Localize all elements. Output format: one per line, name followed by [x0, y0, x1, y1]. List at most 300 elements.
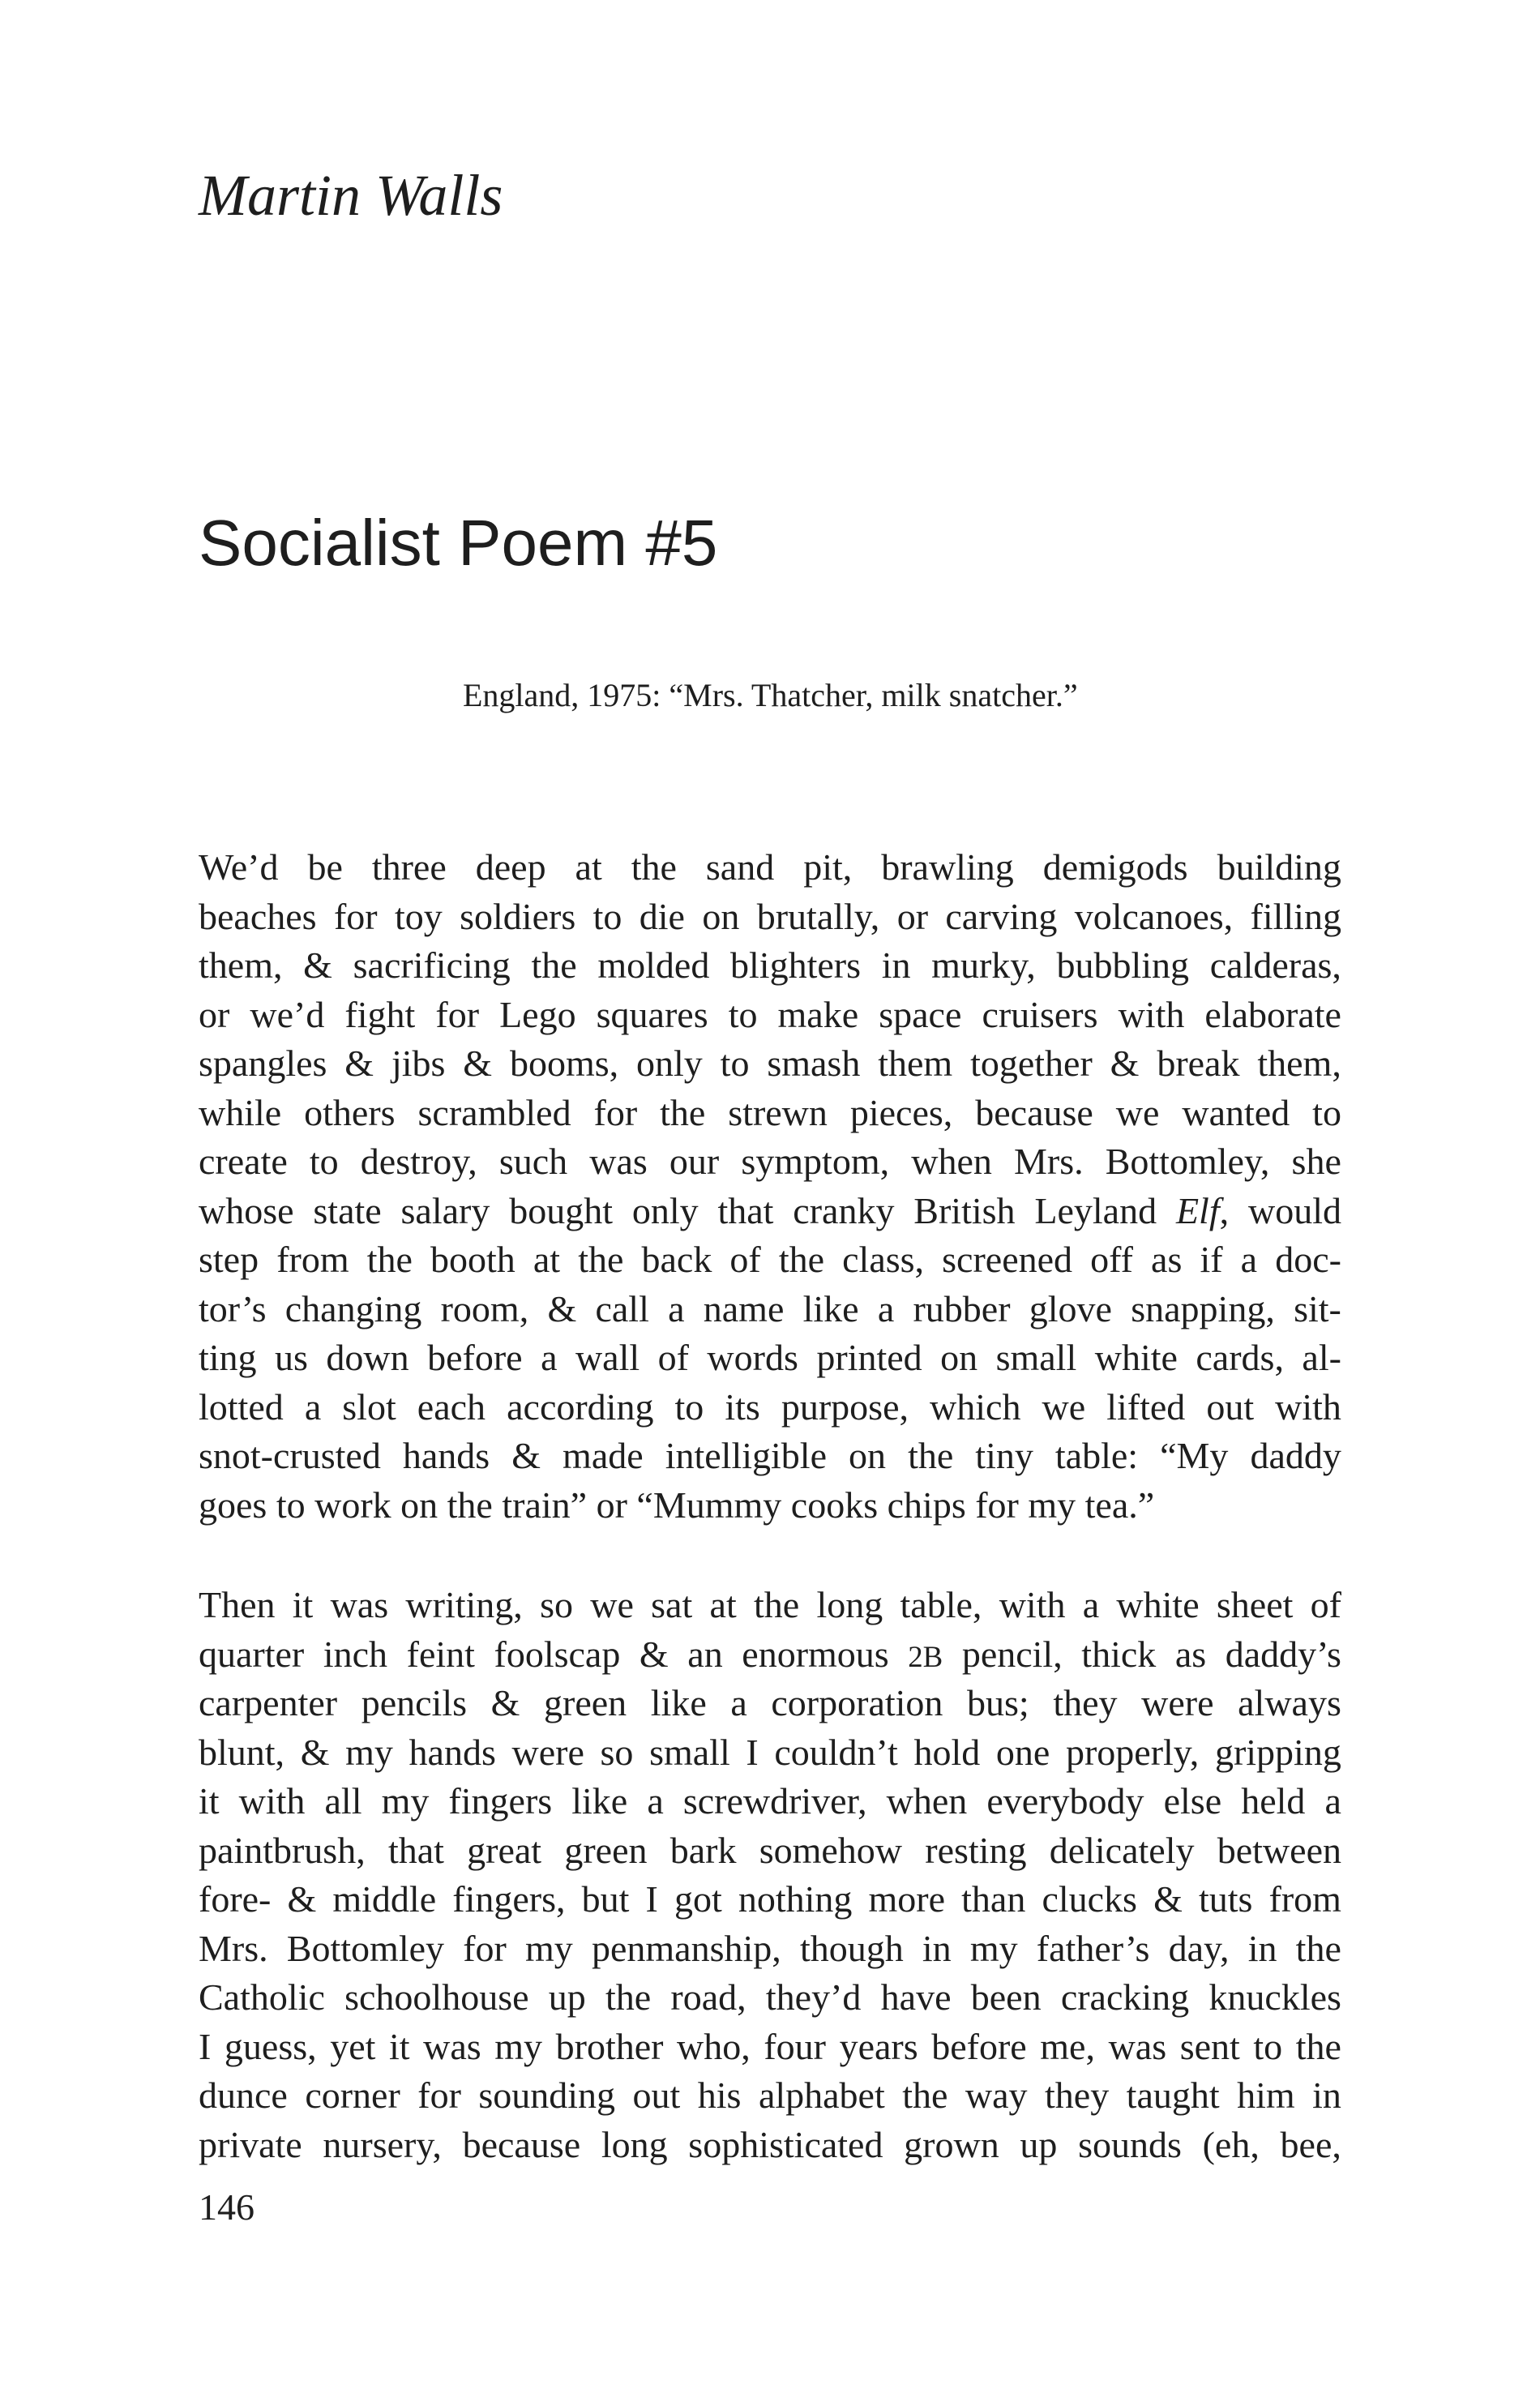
word: Catholic: [199, 1976, 325, 2018]
word: printed: [816, 1337, 922, 1378]
word: &: [300, 1731, 330, 1773]
word: to: [720, 1043, 750, 1084]
word: road,: [670, 1976, 746, 2018]
word: tea.”: [1084, 1483, 1155, 1526]
word: the: [902, 2074, 948, 2116]
word: &: [287, 1878, 317, 1920]
word: held: [1241, 1780, 1306, 1822]
word: tor’s: [199, 1287, 267, 1329]
word: according: [507, 1385, 654, 1428]
word: filling: [1250, 895, 1341, 937]
word: space: [879, 993, 962, 1035]
word: paintbrush,: [199, 1829, 366, 1871]
word: dunce: [199, 2074, 288, 2116]
text-line: [199, 1826, 1341, 1876]
word: a: [647, 1780, 664, 1822]
word: ting: [199, 1337, 257, 1378]
word: like: [650, 1682, 707, 1723]
word: pieces,: [849, 1091, 953, 1133]
word: was: [589, 1141, 648, 1182]
word: white: [1116, 1584, 1200, 1625]
word: the: [531, 944, 577, 986]
word: quarter: [199, 1633, 305, 1675]
word: hands: [409, 1731, 496, 1773]
word: before: [427, 1337, 523, 1378]
word: which: [930, 1385, 1021, 1428]
word: break: [1157, 1043, 1240, 1084]
word: al-: [1302, 1337, 1341, 1378]
word: call: [595, 1287, 649, 1329]
word: I: [199, 2025, 212, 2067]
word: in: [881, 944, 911, 986]
word: Bottomley: [286, 1927, 445, 1969]
text-line: [199, 1235, 1341, 1285]
word: made: [563, 1435, 644, 1476]
word: whose: [199, 1189, 294, 1231]
word: one: [995, 1731, 1050, 1773]
word: daddy’s: [1225, 1633, 1341, 1675]
word: lifted: [1106, 1385, 1186, 1428]
word: brutally,: [756, 895, 880, 937]
word: the: [908, 1435, 954, 1476]
word: a: [668, 1287, 685, 1329]
text-line: [199, 1432, 1341, 1481]
word: my: [345, 1731, 393, 1773]
word: scrambled: [417, 1091, 571, 1133]
word: Mrs.: [1013, 1141, 1084, 1182]
word: because: [462, 2123, 581, 2165]
word: it: [389, 2025, 410, 2067]
word: in: [1247, 1927, 1277, 1969]
word: work: [314, 1483, 391, 1526]
word: only: [631, 1189, 699, 1231]
word: brother: [555, 2025, 664, 2067]
text-line: [199, 1089, 1341, 1138]
word: brawling: [881, 846, 1014, 888]
word: wall: [575, 1337, 640, 1378]
word: father’s: [1036, 1927, 1150, 1969]
word: while: [199, 1091, 282, 1133]
word: who,: [677, 2025, 751, 2067]
word: blighters: [730, 944, 862, 986]
word: a: [1240, 1239, 1258, 1280]
text-line: [199, 2023, 1341, 2072]
word: symptom,: [741, 1141, 890, 1182]
word: for: [975, 1483, 1019, 1526]
word: an: [687, 1633, 723, 1675]
word: corner: [305, 2074, 400, 2116]
word: booth: [430, 1239, 515, 1280]
word: &: [344, 1043, 374, 1084]
text-line: [199, 1875, 1341, 1924]
word: toy: [394, 895, 443, 937]
word: as: [1151, 1239, 1183, 1280]
word: Bottomley,: [1105, 1141, 1270, 1182]
word: tuts: [1198, 1878, 1253, 1920]
word: sounding: [478, 2074, 616, 2116]
word: jibs: [391, 1043, 446, 1084]
word: down: [326, 1337, 409, 1378]
word: my: [494, 2025, 543, 2067]
word: sophisticated: [688, 2123, 883, 2165]
word: hands: [402, 1435, 490, 1476]
word: always: [1238, 1682, 1341, 1723]
word: delicately: [1049, 1829, 1195, 1871]
word: so: [540, 1584, 573, 1625]
word: like: [802, 1287, 859, 1329]
word: sounds: [1078, 2123, 1182, 2165]
word: they: [1045, 2074, 1110, 2116]
word: more: [868, 1878, 946, 1920]
word: with: [999, 1584, 1066, 1625]
word: &: [639, 1633, 669, 1675]
word: thick: [1081, 1633, 1157, 1675]
word: goes: [199, 1483, 267, 1526]
word: so: [600, 1731, 634, 1773]
word: years: [839, 2025, 918, 2067]
word: I: [645, 1878, 658, 1920]
word: “My: [1160, 1435, 1229, 1476]
word: strewn: [728, 1091, 828, 1133]
word: snapping,: [1131, 1287, 1275, 1329]
word: &: [1153, 1878, 1183, 1920]
word: the: [1295, 2025, 1341, 2067]
word: to: [1253, 2025, 1283, 2067]
word: cranky: [793, 1189, 895, 1231]
word: for: [435, 993, 480, 1035]
word: three: [371, 846, 447, 888]
word: would: [1247, 1189, 1341, 1231]
word: the: [605, 1976, 652, 2018]
word: murky,: [931, 944, 1036, 986]
word: to: [276, 1483, 306, 1526]
word: room,: [440, 1287, 529, 1329]
word: bought: [509, 1189, 613, 1231]
word: “Mummy: [636, 1483, 782, 1526]
word: properly,: [1065, 1731, 1200, 1773]
word: volcanoes,: [1074, 895, 1234, 937]
word: my: [381, 1780, 430, 1822]
word: each: [417, 1385, 486, 1428]
poem-title: Socialist Poem #5: [199, 507, 718, 579]
paragraph-2: [199, 1581, 1341, 2169]
word: together: [970, 1043, 1093, 1084]
word: a: [1324, 1780, 1341, 1822]
word: building: [1217, 846, 1341, 888]
word: bark: [669, 1829, 737, 1871]
word: destroy,: [360, 1141, 477, 1182]
text-line: [199, 1383, 1341, 1432]
text-line: [199, 1187, 1341, 1236]
word: on: [849, 1435, 887, 1476]
word: deep: [475, 846, 546, 888]
word: glove: [1029, 1287, 1112, 1329]
word: squares: [596, 993, 708, 1035]
word: Leyland: [1034, 1189, 1157, 1231]
word: them,: [1257, 1043, 1341, 1084]
word: fight: [344, 993, 416, 1035]
word: &: [1110, 1043, 1140, 1084]
word: bus;: [967, 1682, 1029, 1723]
word: or: [596, 1483, 627, 1526]
word: sheet: [1216, 1584, 1294, 1625]
word: a: [1082, 1584, 1100, 1625]
text-line: [199, 1728, 1341, 1778]
word: long: [816, 1584, 883, 1625]
word: slot: [342, 1385, 396, 1428]
word: blunt,: [199, 1731, 285, 1773]
word: cooks: [790, 1483, 879, 1526]
word: couldn’t: [774, 1731, 898, 1773]
word: cracking: [1060, 1976, 1190, 2018]
word: fore-: [199, 1878, 272, 1920]
word: screened: [942, 1239, 1073, 1280]
word: corporation: [771, 1682, 943, 1723]
word: sit-: [1294, 1287, 1341, 1329]
word: class,: [842, 1239, 925, 1280]
word: Elf,: [1175, 1189, 1230, 1231]
word: knuckles: [1208, 1976, 1341, 2018]
word: out: [1206, 1385, 1255, 1428]
word: at: [709, 1584, 737, 1625]
word: feint: [406, 1633, 475, 1675]
word: pit,: [803, 846, 853, 888]
text-line: [199, 1679, 1341, 1728]
word: such: [498, 1141, 568, 1182]
word: bubbling: [1056, 944, 1190, 986]
text-line: [199, 1039, 1341, 1089]
text-line: [199, 2071, 1341, 2121]
word: others: [304, 1091, 396, 1133]
word: was: [423, 2025, 481, 2067]
word: table,: [900, 1584, 982, 1625]
word: in: [1312, 2074, 1341, 2116]
word: my: [1028, 1483, 1076, 1526]
word: me,: [1040, 2025, 1095, 2067]
word: but: [581, 1878, 630, 1920]
word: I: [746, 1731, 759, 1773]
word: create: [199, 1141, 288, 1182]
word: way: [965, 2074, 1028, 2116]
word: train”: [502, 1483, 588, 1526]
word: as: [1174, 1633, 1207, 1675]
word: of: [729, 1239, 761, 1280]
word: purpose,: [781, 1385, 909, 1428]
word: Lego: [499, 993, 576, 1035]
word: guess,: [224, 2025, 317, 2067]
word: him: [1237, 2074, 1295, 2116]
word: name: [703, 1287, 785, 1329]
word: of: [1310, 1584, 1341, 1625]
word: with: [238, 1780, 306, 1822]
word: were: [511, 1731, 584, 1773]
word: us: [275, 1337, 308, 1378]
word: the: [366, 1239, 413, 1280]
word: pencil,: [961, 1633, 1063, 1675]
word: nursery,: [323, 2123, 442, 2165]
word: when: [911, 1141, 992, 1182]
word: carpenter: [199, 1682, 338, 1723]
word: that: [717, 1189, 774, 1231]
word: we’d: [250, 993, 325, 1035]
word: &: [547, 1287, 577, 1329]
word: all: [324, 1780, 362, 1822]
word: was: [330, 1584, 389, 1625]
word: yet: [330, 2025, 376, 2067]
word: private: [199, 2123, 302, 2165]
word: up: [548, 1976, 586, 2018]
word: salary: [400, 1189, 490, 1231]
word: the: [754, 1584, 800, 1625]
word: green: [544, 1682, 627, 1723]
word: day,: [1168, 1927, 1230, 1969]
word: out: [632, 2074, 681, 2116]
word: foolscap: [494, 1633, 621, 1675]
word: everybody: [986, 1780, 1144, 1822]
word: Then: [199, 1584, 276, 1625]
word: when: [886, 1780, 968, 1822]
word: grown: [904, 2123, 999, 2165]
word: that: [387, 1829, 444, 1871]
word: we: [1115, 1091, 1160, 1133]
word: for: [593, 1091, 638, 1133]
word: sacrificing: [353, 944, 511, 986]
word: (eh,: [1202, 2123, 1260, 2165]
word: step: [199, 1239, 259, 1280]
word: green: [564, 1829, 648, 1871]
word: from: [1268, 1878, 1341, 1920]
word: doc-: [1275, 1239, 1341, 1280]
word: taught: [1126, 2074, 1220, 2116]
word: make: [777, 993, 859, 1035]
word: penmanship,: [591, 1927, 781, 1969]
word: We’d: [199, 846, 279, 888]
text-line: [199, 1137, 1341, 1187]
word: spangles: [199, 1043, 327, 1084]
word: 2B: [908, 1639, 943, 1673]
word: or: [199, 993, 230, 1035]
word: be: [307, 846, 343, 888]
word: my: [525, 1927, 573, 1969]
word: were: [1141, 1682, 1214, 1723]
text-line: [199, 1581, 1341, 1630]
text-line: [199, 1481, 1341, 1531]
text-line: [199, 941, 1341, 991]
word: the: [778, 1239, 825, 1280]
word: elaborate: [1204, 993, 1341, 1035]
word: wanted: [1182, 1091, 1290, 1133]
word: she: [1291, 1141, 1341, 1182]
word: at: [575, 846, 602, 888]
word: them,: [199, 944, 283, 986]
text-line: [199, 1334, 1341, 1383]
word: small: [995, 1337, 1077, 1378]
word: enormous: [742, 1633, 889, 1675]
word: writing,: [405, 1584, 523, 1625]
word: sat: [651, 1584, 693, 1625]
word: only: [636, 1043, 703, 1084]
word: resting: [925, 1829, 1027, 1871]
text-line: [199, 2121, 1341, 2170]
word: though: [799, 1927, 904, 1969]
page-number: 146: [199, 2186, 255, 2228]
word: a: [541, 1337, 558, 1378]
word: cruisers: [982, 993, 1098, 1035]
word: it: [199, 1780, 220, 1822]
word: pencils: [361, 1682, 467, 1723]
word: they’d: [765, 1976, 862, 2018]
word: carving: [945, 895, 1058, 937]
epigraph: England, 1975: “Mrs. Thatcher, milk snatcher.”: [463, 677, 1078, 713]
word: a: [304, 1385, 322, 1428]
word: between: [1217, 1829, 1341, 1871]
word: sand: [705, 846, 775, 888]
word: sent: [1179, 2025, 1240, 2067]
word: snot-crusted: [199, 1435, 381, 1476]
word: lotted: [199, 1385, 284, 1428]
word: somehow: [759, 1829, 903, 1871]
word: the: [660, 1091, 706, 1133]
word: our: [669, 1141, 720, 1182]
word: middle: [332, 1878, 437, 1920]
word: schoolhouse: [344, 1976, 529, 2018]
word: booms,: [509, 1043, 619, 1084]
word: a: [877, 1287, 895, 1329]
word: to: [1312, 1091, 1341, 1133]
word: for: [463, 1927, 507, 1969]
word: tiny: [975, 1435, 1033, 1476]
word: the: [631, 846, 677, 888]
word: words: [707, 1337, 798, 1378]
word: smash: [767, 1043, 861, 1084]
word: on: [702, 895, 740, 937]
word: its: [725, 1385, 760, 1428]
word: rubber: [913, 1287, 1011, 1329]
word: a: [730, 1682, 747, 1723]
word: was: [1108, 2025, 1167, 2067]
word: to: [309, 1141, 339, 1182]
word: the: [578, 1239, 624, 1280]
word: soldiers: [460, 895, 576, 937]
word: to: [728, 993, 758, 1035]
word: to: [674, 1385, 704, 1428]
word: small: [649, 1731, 730, 1773]
word: with: [1118, 993, 1185, 1035]
word: at: [533, 1239, 561, 1280]
word: or: [896, 895, 929, 937]
word: of: [657, 1337, 689, 1378]
word: than: [961, 1878, 1026, 1920]
word: the: [1295, 1927, 1341, 1969]
word: been: [970, 1976, 1042, 2018]
word: for: [333, 895, 378, 937]
word: die: [639, 895, 685, 937]
word: molded: [597, 944, 710, 986]
text-line: [199, 991, 1341, 1040]
word: great: [467, 1829, 542, 1871]
word: them: [878, 1043, 953, 1084]
word: to: [592, 895, 622, 937]
word: daddy: [1250, 1435, 1341, 1476]
word: have: [880, 1976, 952, 2018]
word: white: [1094, 1337, 1178, 1378]
word: fingers,: [452, 1878, 566, 1920]
word: the: [447, 1483, 493, 1526]
word: alphabet: [758, 2074, 885, 2116]
word: chips: [887, 1483, 966, 1526]
text-line: [199, 893, 1341, 942]
word: my: [969, 1927, 1018, 1969]
